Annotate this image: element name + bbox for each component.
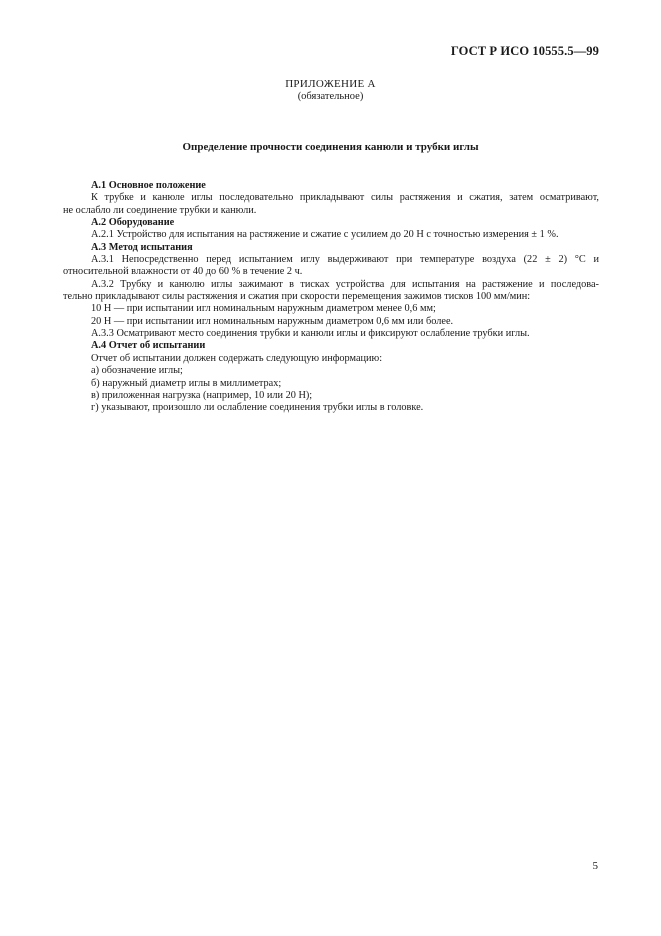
- section-heading-a2: А.2 Оборудование: [91, 217, 175, 229]
- document-body: [63, 180, 599, 415]
- paragraph-a4-intro: Отчет об испытании должен содержать следующую информацию:: [91, 352, 383, 364]
- paragraph-a1-line2: не ослабло ли соединение трубки и канюли.: [63, 204, 257, 216]
- section-heading-a3: А.3 Метод испытания: [91, 241, 193, 253]
- document-title: Определение прочности соединения канюли и трубки иглы: [182, 141, 479, 153]
- section-heading-a4: А.4 Отчет об испытании: [91, 340, 206, 352]
- page-number: 5: [592, 860, 598, 872]
- paragraph-a3-2-line2: тельно прикладывают силы растяжения и сжатия при скорости перемещения зажимов тисков 100 мм/мин:: [63, 291, 531, 303]
- paragraph-a3-3: А.3.3 Осматривают место соединения трубки и канюли иглы и фиксируют ослабление трубки иглы.: [91, 328, 530, 340]
- paragraph-a3-1-line1: А.3.1 Непосредственно перед испытанием иглу выдерживают при температуре воздуха (22 ± 2) °С и: [91, 254, 599, 266]
- paragraph-a2-1: А.2.1 Устройство для испытания на растяжение и сжатие с усилием до 20 Н с точностью измерения ± 1 %.: [91, 229, 559, 241]
- annex-status: (обязательное): [297, 91, 364, 102]
- standard-code-header: ГОСТ Р ИСО 10555.5—99: [450, 44, 599, 58]
- list-item: б) наружный диаметр иглы в миллиметрах;: [91, 377, 282, 389]
- load-item-20n: 20 Н — при испытании игл номинальным наружным диаметром 0,6 мм или более.: [91, 315, 454, 327]
- list-item: в) приложенная нагрузка (например, 10 или 20 Н);: [91, 389, 313, 401]
- load-item-10n: 10 Н — при испытании игл номинальным наружным диаметром менее 0,6 мм;: [91, 303, 436, 315]
- list-item: а) обозначение иглы;: [91, 365, 183, 377]
- paragraph-a3-2-line1: А.3.2 Трубку и канюлю иглы зажимают в тисках устройства для испытания на растяжение и последова-: [91, 278, 599, 290]
- list-item: г) указывают, произошло ли ослабление соединения трубки иглы в головке.: [91, 402, 424, 414]
- paragraph-a1-line1: К трубке и канюле иглы последовательно прикладывают силы растяжения и сжатия, затем осматривают,: [91, 192, 599, 204]
- annex-title: ПРИЛОЖЕНИЕ А: [285, 78, 376, 90]
- section-heading-a1: А.1 Основное положение: [91, 180, 206, 191]
- paragraph-a3-1-line2: относительной влажности от 40 до 60 % в течение 2 ч.: [63, 266, 303, 278]
